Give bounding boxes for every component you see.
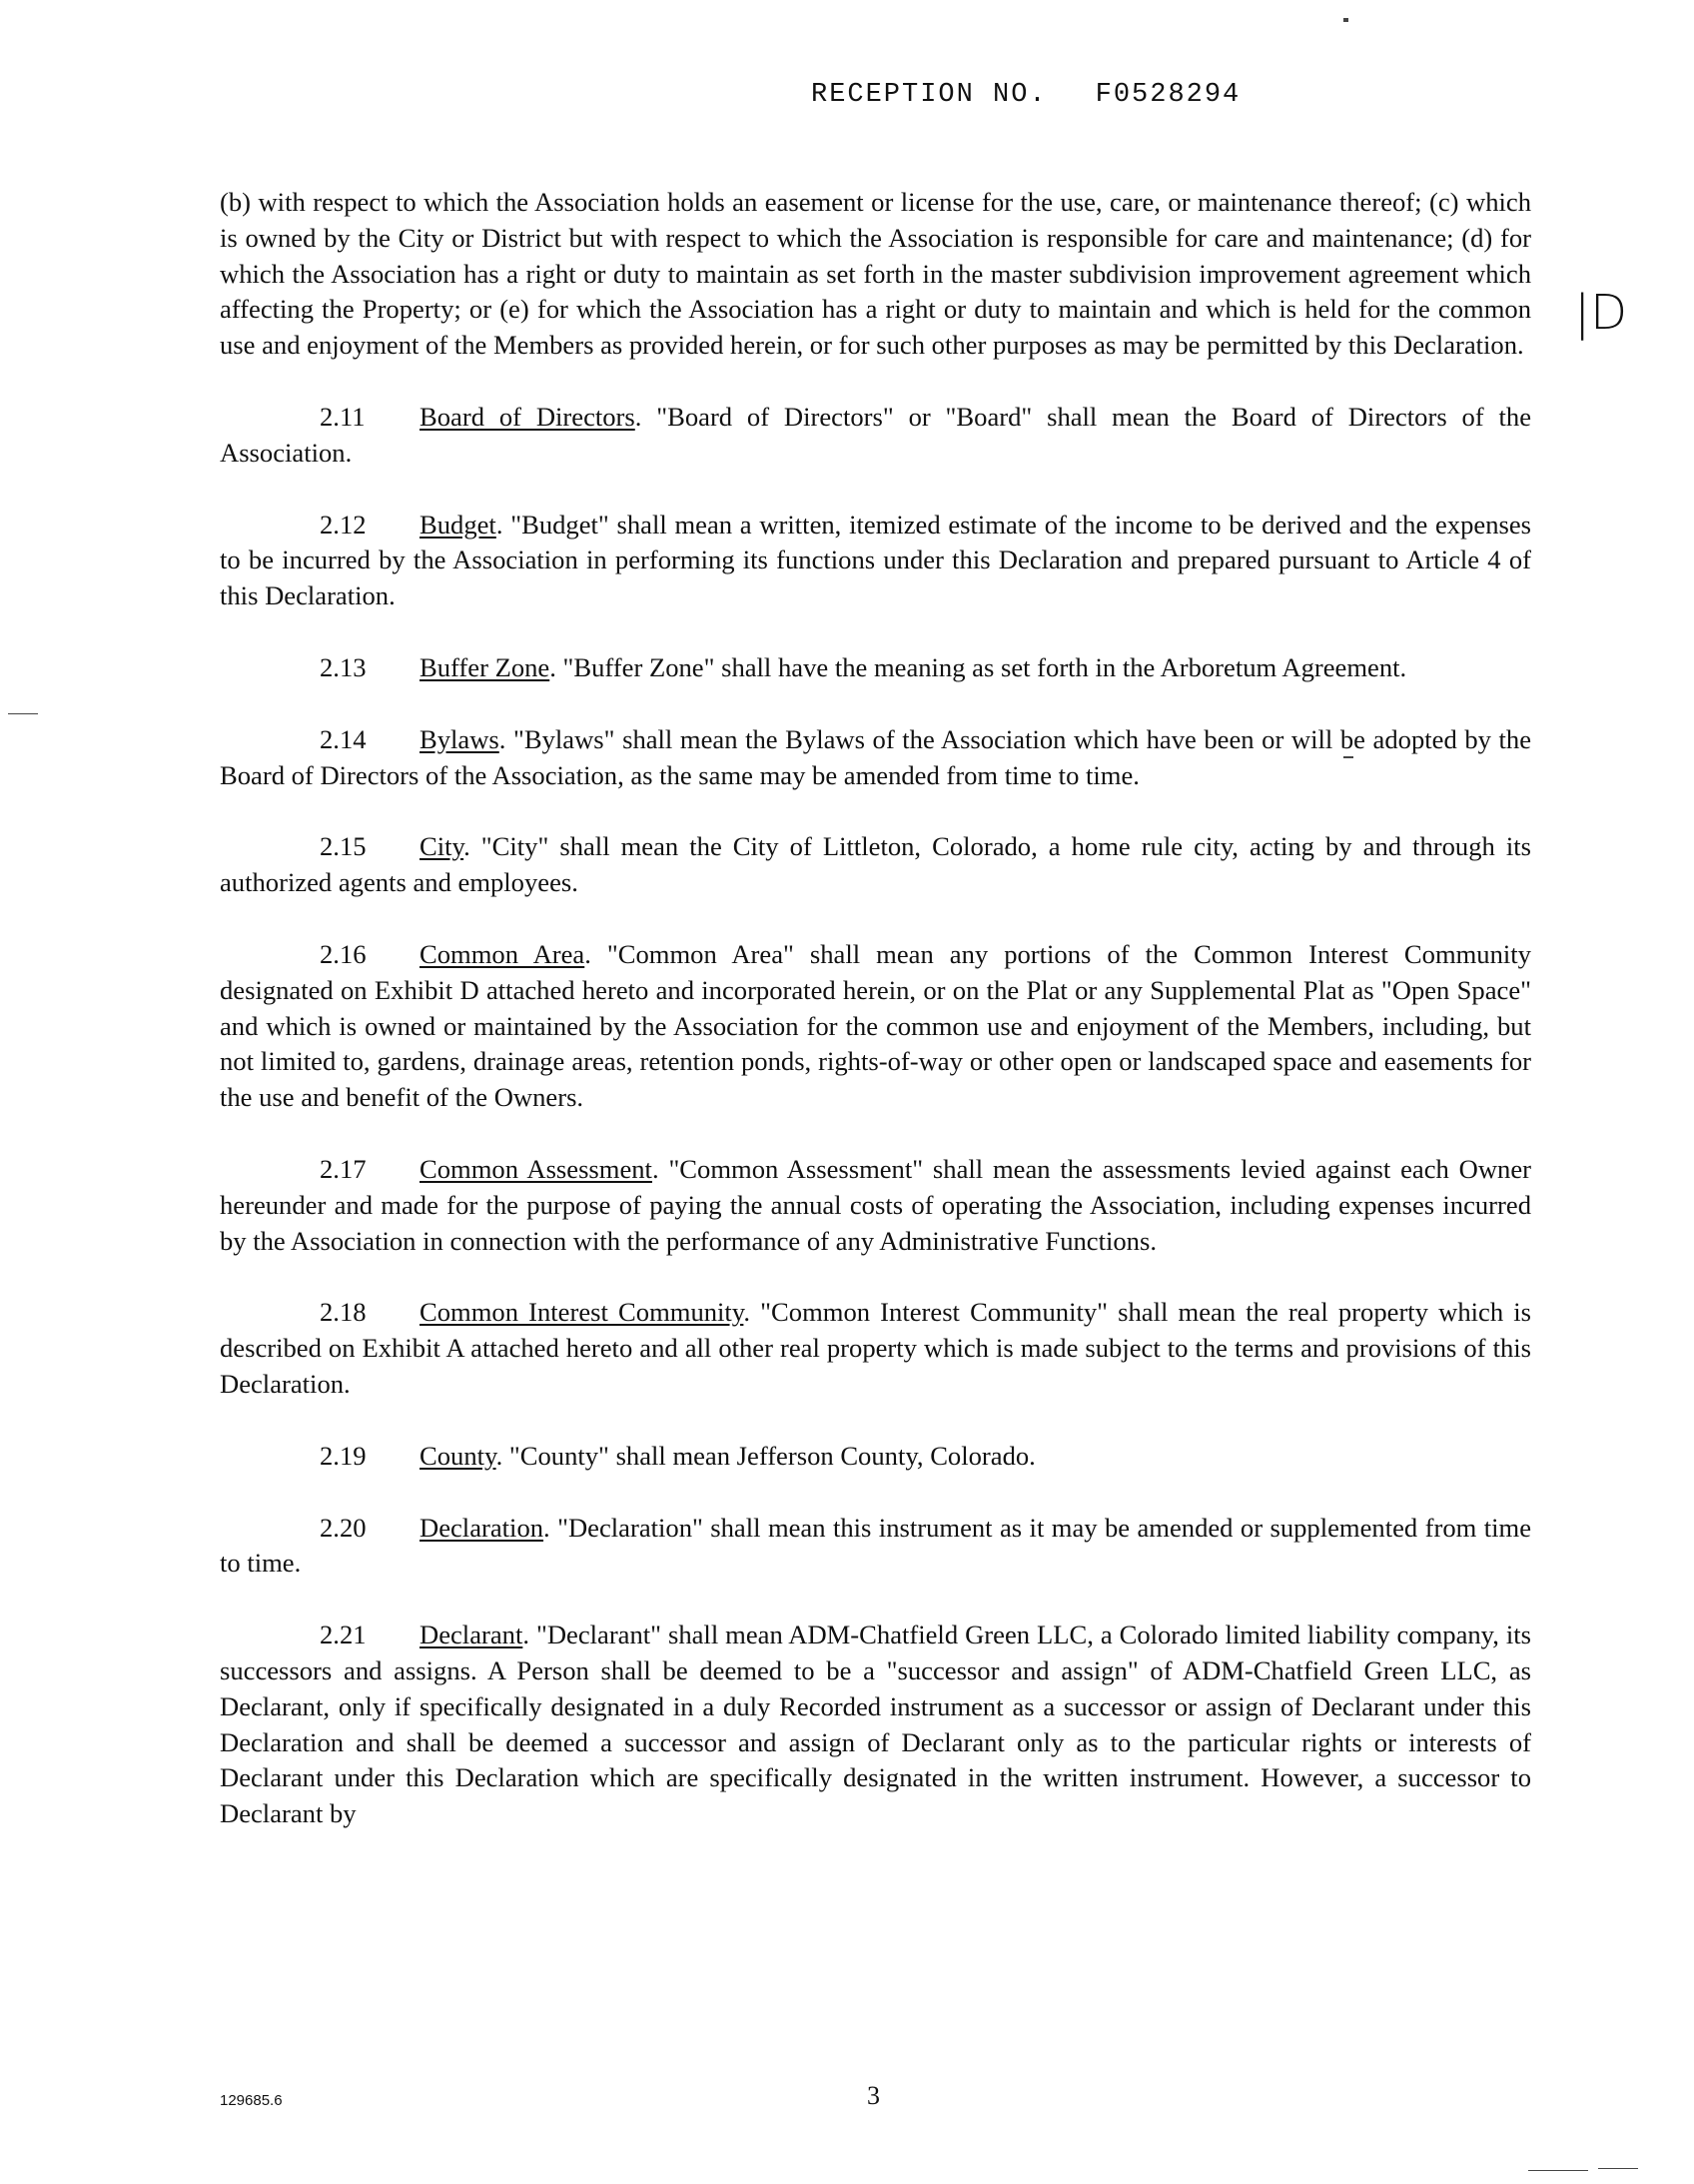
scan-artifact <box>1528 2170 1588 2171</box>
defined-term: Bylaws <box>420 723 499 754</box>
paragraph-2-21 <box>220 1618 1531 1832</box>
definition-text: . "Declarant" shall mean ADM-Chatfield Green LLC, a Colorado limited liability company, its successors and assigns. A Person shall be deemed to be a "successor and assign" of ADM-Chatfield Green LLC, as Declarant, only if specifically designated in a duly Recorded instrument as a successor or assign of Declarant under this Declaration and shall be deemed a successor and assign of Declarant only as to the particular rights or interests of Declarant under this Declaration which are specifically designated in the written instrument. However, a successor to Declarant by <box>220 1620 1531 1829</box>
defined-term: County <box>420 1440 496 1471</box>
definition-text: . "Declaration" shall mean this instrument as it may be amended or supplemented from time to time. <box>220 1512 1531 1579</box>
defined-term: Budget <box>420 509 496 540</box>
section-number: 2.14 <box>320 723 367 754</box>
defined-term: Buffer Zone <box>420 651 550 682</box>
scan-artifact <box>1343 756 1353 758</box>
definition-text: . "Board of Directors" or "Board" shall mean the Board of Directors of the Association. <box>220 401 1531 468</box>
definition-text: . "Budget" shall mean a written, itemized estimate of the income to be derived and the expenses to be incurred by the Association in performing its functions under this Declaration and prepared pursuant to Article 4 of this Declaration. <box>220 509 1531 611</box>
definition-text: . "Common Area" shall mean any portions of the Common Interest Community designated on Exhibit D attached hereto and incorporated herein, or on the Plat or any Supplemental Plat as "Open Space" and which is owned or maintained by the Association for the common use and enjoyment of the Members, including, but not limited to, gardens, drainage areas, retention ponds, rights-of-way or other open or landscaped space and easements for the use and benefit of the Owners. <box>220 938 1531 1113</box>
paragraph-2-16 <box>220 937 1531 1116</box>
section-number: 2.15 <box>320 831 367 862</box>
scan-artifact <box>1598 2168 1638 2169</box>
paragraph-2-12 <box>220 508 1531 614</box>
footer-document-id: 129685.6 <box>220 2092 283 2109</box>
paragraph-2-10-continued: (b) with respect to which the Association holds an easement or license for the use, care, or maintenance thereof; (c) which is owned by the City or District but with respect to which the Association is responsible for care and maintenance; (d) for which the Association has a right or duty to maintain as set forth in the master subdivision improvement agreement which affecting the Property; or (e) for which the Association has a right or duty to maintain and which is held for the common use and enjoyment of the Members as provided herein, or for such other purposes as may be permitted by this Declaration. <box>220 187 1531 361</box>
document-body <box>220 185 1531 1868</box>
definition-text: . "Common Interest Community" shall mean the real property which is described on Exhibit A attached hereto and all other real property which is made subject to the terms and provisions of this Declaration. <box>220 1297 1532 1399</box>
section-number: 2.18 <box>320 1297 367 1328</box>
scan-artifact <box>1343 18 1348 22</box>
paragraph-2-11 <box>220 400 1531 472</box>
section-number: 2.11 <box>320 401 366 432</box>
paragraph-2-13 <box>220 650 1531 686</box>
definition-text: . "Buffer Zone" shall have the meaning as set forth in the Arboretum Agreement. <box>549 651 1407 682</box>
section-number: 2.13 <box>320 651 367 682</box>
definition-text: . "Bylaws" shall mean the Bylaws of the Association which have been or will be adopted by the Board of Directors of the Association, as the same may be amended from time to time. <box>220 723 1531 790</box>
defined-term: Declaration <box>420 1512 544 1543</box>
section-number: 2.17 <box>320 1153 367 1184</box>
reception-header <box>811 80 1241 110</box>
section-number: 2.19 <box>320 1440 367 1471</box>
section-number: 2.20 <box>320 1512 367 1543</box>
definition-text: . "City" shall mean the City of Littleton, Colorado, a home rule city, acting by and through its authorized agents and employees. <box>220 831 1531 898</box>
paragraph-2-15 <box>220 829 1531 901</box>
defined-term: Declarant <box>420 1620 523 1650</box>
defined-term: City <box>420 831 464 862</box>
defined-term: Board of Directors <box>420 401 635 432</box>
section-number: 2.16 <box>320 938 367 969</box>
paragraph-2-17 <box>220 1152 1531 1259</box>
defined-term: Common Interest Community <box>420 1297 744 1328</box>
page-number: 3 <box>867 2081 880 2110</box>
paragraph-2-18 <box>220 1295 1531 1402</box>
paragraph-2-14 <box>220 722 1531 794</box>
scan-artifact <box>8 713 38 714</box>
defined-term: Common Assessment <box>420 1153 652 1184</box>
reception-label: RECEPTION NO. <box>811 80 1048 110</box>
handwritten-margin-note: |D <box>1574 285 1628 341</box>
reception-number: F0528294 <box>1095 80 1242 110</box>
definition-text: . "Common Assessment" shall mean the assessments levied against each Owner hereunder and made for the purpose of paying the annual costs of operating the Association, including expenses incurred by the Association in connection with the performance of any Administrative Functions. <box>220 1153 1531 1256</box>
paragraph-2-19 <box>220 1439 1531 1475</box>
paragraph-2-20 <box>220 1511 1531 1583</box>
section-number: 2.21 <box>320 1620 367 1650</box>
definition-text: . "County" shall mean Jefferson County, Colorado. <box>495 1440 1036 1471</box>
section-number: 2.12 <box>320 509 367 540</box>
defined-term: Common Area <box>420 938 585 969</box>
